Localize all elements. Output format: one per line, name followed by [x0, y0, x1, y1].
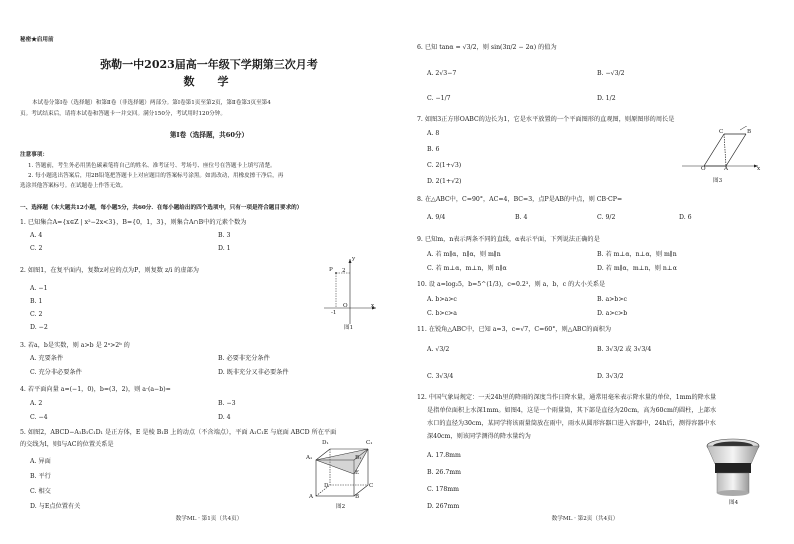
question-7: 7. 如图3正方形OABC的边长为1，它是水平放置的一个平面图形的直观图，则原图形的周长是 [417, 116, 675, 123]
q9-option-c: C. 若 m⊥α，m⊥n，则 n∥α [427, 265, 507, 272]
q11-option-d: D. 3√3/2 [597, 373, 624, 380]
figure-2-label-a1: A₁ [306, 455, 313, 461]
figure-1-x-tick: -1 [331, 310, 337, 316]
question-4: 4. 若平面向量 a=(−1，0)，b=(3，2)，则 a·(a−b)= [20, 386, 171, 393]
figure-1-x-label: x [371, 303, 375, 309]
question-10: 10. 设 a=log₂5，b=5^(1/3)，c=0.2³，则 a，b，c 的大小关系是 [417, 281, 606, 288]
question-2: 2. 如图1，在复平面内，复数z对应的点为P，则复数 z/i 的虚部为 [20, 267, 199, 274]
q6-option-c: C. −1/7 [427, 95, 451, 102]
figure-2-label-c: C [369, 483, 374, 489]
left-page-footer: 数学ML · 第1页（共4页） [175, 516, 243, 522]
section-one-heading: 一、选择题（本大题共12小题，每小题5分，共60分．在每小题给出的四个选项中，只有一项是符合题目要求的） [20, 205, 303, 211]
question-12-line-4: 深40cm，则该同学测得的降水量约为 [427, 433, 531, 440]
q6-option-d: D. 1/2 [597, 95, 616, 102]
question-12-line-3: 水口的直径为30cm，某同学将该雨量筒放在雨中，雨水从圆形容器口进入容器中，24h后，测得容器中水 [427, 420, 716, 427]
figure-3-label-b: B [747, 129, 752, 135]
q4-option-b: B. −3 [218, 400, 236, 407]
q4-option-a: A. 2 [30, 400, 43, 407]
q1-option-b: B. 3 [218, 232, 231, 239]
q10-option-b: B. a>b>c [597, 296, 627, 303]
q5-option-c: C. 相交 [30, 488, 51, 495]
confidential-mark: 秘密★启用前 [20, 37, 54, 43]
figure-3-caption: 图3 [713, 178, 723, 184]
note-1: 1. 答题前，考生务必用黑色碳素笔将自己的姓名、准考证号、考场号、座位号在答题卡上填写清楚。 [28, 163, 276, 169]
q3-option-c: C. 充分非必要条件 [30, 369, 82, 376]
q3-option-b: B. 必要非充分条件 [218, 355, 270, 362]
figure-1-y-label: y [352, 256, 356, 262]
question-1: 1. 已知集合A={x∈Z | x²−2x<3}，B={0，1，3}，则集合A∩B中的元素个数为 [20, 219, 247, 226]
intro-line-1: 本试卷分第Ⅰ卷（选择题）和第Ⅱ卷（非选择题）两部分。第Ⅰ卷第1页至第2页，第Ⅱ卷第3页至第4 [32, 100, 271, 106]
q3-option-a: A. 充要条件 [30, 355, 64, 362]
figure-3-label-x: x [757, 166, 761, 172]
q9-option-b: B. 若 m⊥α，n⊥α，则 m∥n [597, 251, 677, 258]
q1-option-c: C. 2 [30, 245, 43, 252]
question-11: 11. 在锐角△ABC中，已知 a=3，c=√7，C=60°，则△ABC的面积为 [417, 326, 612, 333]
q5-option-d: D. 与E点位置有关 [30, 503, 81, 510]
note-2-line-1: 2. 每小题选出答案后，用2B铅笔把答题卡上对应题目的答案标号涂黑。如需改动，用橡皮擦干净后，再 [28, 173, 284, 179]
figure-3-label-a: A [724, 166, 729, 172]
question-12-line-2: 是指单位面积上水深1mm。如图4，这是一个雨量筒，其下部是直径为20cm，高为60cm的圆柱，上部水 [427, 407, 717, 414]
figure-4-rain-gauge [703, 436, 763, 498]
q6-option-a: A. 2√3−7 [427, 70, 457, 77]
figure-2-label-c1: C₁ [366, 440, 373, 446]
right-page [397, 0, 794, 544]
figure-1-origin-label: O [343, 303, 348, 309]
q8-option-d: D. 6 [679, 214, 692, 221]
note-2-line-2: 选涂其他答案标号。在试题卷上作答无效。 [20, 183, 127, 189]
figure-1-caption: 图1 [344, 325, 354, 331]
question-9: 9. 已知m，n表示两条不同的直线，α表示平面，下列说法正确的是 [417, 236, 600, 243]
notes-title: 注意事项： [20, 152, 48, 158]
q12-option-a: A. 17.8mm [427, 452, 461, 459]
q5-option-b: B. 平行 [30, 473, 51, 480]
figure-2-label-b: B [355, 494, 360, 500]
q7-option-c: C. 2(1+√3) [427, 162, 462, 169]
q9-option-d: D. 若 m∥α，m⊥n，则 n⊥α [597, 265, 677, 272]
exam-title: 弥勒一中2023届高一年级下学期第三次月考 [100, 58, 318, 71]
q7-option-d: D. 2(1+√2) [427, 178, 462, 185]
q11-option-b: B. 3√3/2 或 3√3/4 [597, 346, 652, 353]
exam-subject: 数 学 [183, 75, 235, 88]
question-3: 3. 若a，b是实数，则 a>b 是 2ᵃ>2ᵇ 的 [20, 342, 130, 349]
figure-2-label-e: E [355, 470, 360, 476]
question-8: 8. 在△ABC中，C=90°，AC=4，BC=3，点P是AB的中点，则 CB·CP= [417, 196, 623, 203]
figure-2-label-d: D [324, 483, 329, 489]
question-5-line-2: 的交线为l，则l与AC的位置关系是 [20, 441, 114, 448]
q12-option-c: C. 178mm [427, 486, 459, 493]
q10-option-d: D. a>c>b [597, 310, 628, 317]
q4-option-d: D. 4 [218, 414, 231, 421]
q8-option-c: C. 9/2 [597, 214, 616, 221]
figure-2-label-d1: D₁ [322, 440, 329, 446]
q3-option-d: D. 既非充分又非必要条件 [218, 369, 289, 376]
figure-3-label-o: O [701, 166, 706, 172]
q2-option-d: D. −2 [30, 324, 48, 331]
figure-4-caption: 图4 [729, 500, 739, 506]
q6-option-b: B. −√3/2 [597, 70, 625, 77]
q2-option-b: B. 1 [30, 298, 43, 305]
figure-1-y-tick: 2 [342, 268, 346, 274]
right-page-footer: 数学ML · 第2页（共4页） [551, 516, 619, 522]
figure-2-label-b1: B₁ [355, 455, 362, 461]
q4-option-c: C. −4 [30, 414, 48, 421]
figure-2-cube [310, 446, 374, 498]
q11-option-a: A. √3/2 [427, 346, 450, 353]
q7-option-b: B. 6 [427, 146, 440, 153]
q8-option-a: A. 9/4 [427, 214, 446, 221]
figure-3-label-c: C [719, 129, 724, 135]
q7-option-a: A. 8 [427, 130, 440, 137]
q2-option-a: A. −1 [30, 285, 48, 292]
q9-option-a: A. 若 m∥α，n∥α，则 m∥n [427, 251, 501, 258]
question-5-line-1: 5. 如图2，ABCD−A₁B₁C₁D₁ 是正方体，E 是棱 B₁B 上的动点（不含端点），平面 A₁C₁E 与底面 ABCD 所在平面 [20, 429, 337, 436]
figure-2-caption: 图2 [336, 504, 346, 510]
q1-option-d: D. 1 [218, 245, 231, 252]
intro-line-2: 页。考试结束后，请将本试卷和答题卡一并交回。满分150分，考试用时120分钟。 [20, 111, 226, 117]
figure-2-label-a: A [309, 494, 314, 500]
q12-option-d: D. 267mm [427, 503, 460, 510]
q1-option-a: A. 4 [30, 232, 43, 239]
q10-option-a: A. b>a>c [427, 296, 457, 303]
q12-option-b: B. 26.7mm [427, 469, 461, 476]
part-one-heading: 第Ⅰ卷（选择题，共60分） [169, 131, 249, 139]
question-6: 6. 已知 tanα = √3/2，则 sin(3π/2 − 2α) 的值为 [417, 44, 557, 51]
figure-1-point-label: P [329, 267, 333, 273]
q5-option-a: A. 异面 [30, 458, 51, 465]
q11-option-c: C. 3√3/4 [427, 373, 454, 380]
q8-option-b: B. 4 [515, 214, 528, 221]
q2-option-c: C. 2 [30, 311, 43, 318]
q10-option-c: C. b>c>a [427, 310, 457, 317]
question-12-line-1: 12. 中国气象局规定：一天24h里的降雨的深度当作日降水量，通常用毫米表示降水量的单位，1mm的降水量 [417, 394, 717, 401]
